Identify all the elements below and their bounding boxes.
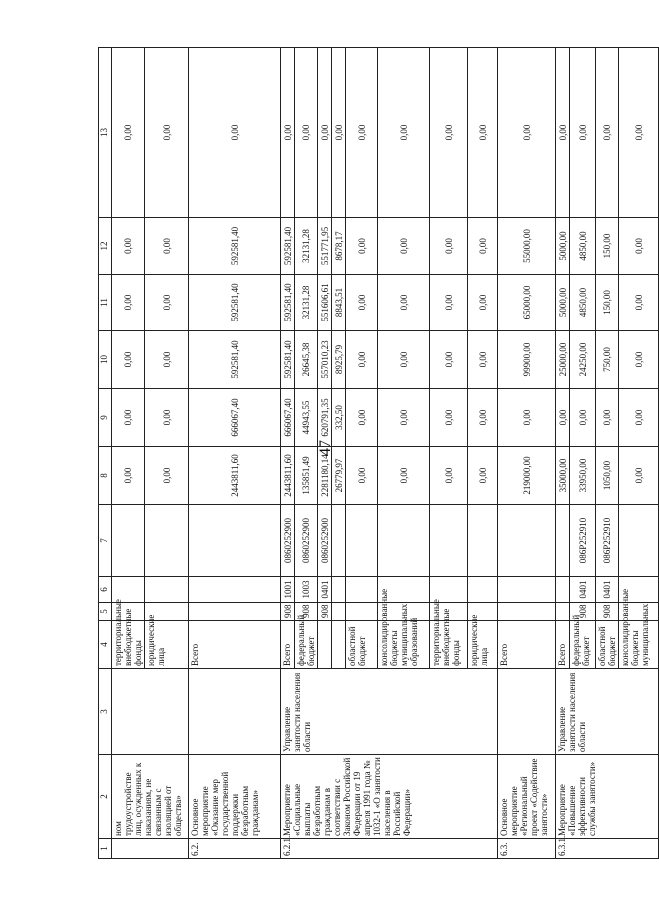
value-col-8: 1050,00 bbox=[596, 447, 619, 505]
value-col-12: 592581,40 bbox=[281, 218, 295, 275]
grbs-code bbox=[332, 603, 346, 621]
csr-code: 0860252900 bbox=[318, 505, 332, 577]
value-col-10: 750,00 bbox=[596, 331, 619, 389]
value-col-12: 0,00 bbox=[346, 218, 378, 275]
table-row bbox=[281, 48, 295, 859]
header-col-7: 7 bbox=[99, 505, 112, 577]
funding-source: областной бюджет bbox=[596, 621, 619, 669]
value-col-13: 0,00 bbox=[570, 48, 596, 218]
rzpr-code bbox=[346, 577, 378, 603]
value-col-13: 0,00 bbox=[189, 48, 281, 218]
value-col-12: 150,00 bbox=[596, 218, 619, 275]
funding-source: Всего bbox=[498, 621, 556, 669]
header-col-4: 4 bbox=[99, 621, 112, 669]
grbs-code: 908 bbox=[318, 603, 332, 621]
value-col-12: 8678,17 bbox=[332, 218, 346, 275]
header-col-11: 11 bbox=[99, 275, 112, 331]
value-col-12: 0,00 bbox=[430, 218, 468, 275]
item-title: ном трудоустройстве лиц, осужденных к наказаниям, не связанным с изоляцией от общества» bbox=[112, 755, 189, 839]
funding-source: Всего bbox=[556, 621, 570, 669]
item-title: Мероприятие «Социальные выплаты безработным гражданам в соответствии с Законом Российской Федерации от 19 апреля 1991 года № 1032-1 «О занятости населения в Российской Федерации» bbox=[281, 755, 498, 839]
grbs-code: 908 bbox=[596, 603, 619, 621]
rzpr-code bbox=[556, 577, 570, 603]
value-col-9: 666067,40 bbox=[189, 389, 281, 447]
csr-code bbox=[346, 505, 378, 577]
table-row bbox=[112, 48, 145, 859]
rzpr-code: 1001 bbox=[281, 577, 295, 603]
header-col-5: 5 bbox=[99, 603, 112, 621]
value-col-11: 4850,00 bbox=[570, 275, 596, 331]
csr-code bbox=[498, 505, 556, 577]
value-col-8: 0,00 bbox=[346, 447, 378, 505]
funding-source: юридические лица bbox=[145, 621, 189, 669]
csr-code bbox=[619, 505, 659, 577]
value-col-10: 0,00 bbox=[346, 331, 378, 389]
rzpr-code bbox=[498, 577, 556, 603]
value-col-13: 0,00 bbox=[498, 48, 556, 218]
csr-code bbox=[556, 505, 570, 577]
rzpr-code bbox=[332, 577, 346, 603]
header-col-13: 13 bbox=[99, 48, 112, 218]
funding-source: территориальные внебюджетные фонды bbox=[112, 621, 145, 669]
value-col-8: 2443811,60 bbox=[189, 447, 281, 505]
funding-source bbox=[332, 621, 346, 669]
rzpr-code bbox=[145, 577, 189, 603]
grbs-code: 908 bbox=[281, 603, 295, 621]
item-title: Основное мероприятие «Региональный проект «Содействие занятости» bbox=[498, 755, 556, 839]
rzpr-code: 0401 bbox=[596, 577, 619, 603]
rzpr-code: 1003 bbox=[295, 577, 318, 603]
funding-source bbox=[318, 621, 332, 669]
funding-source: территориальные внебюджетные фонды bbox=[430, 621, 468, 669]
value-col-11: 0,00 bbox=[346, 275, 378, 331]
header-row bbox=[99, 48, 112, 859]
value-col-10: 0,00 bbox=[145, 331, 189, 389]
value-col-13: 0,00 bbox=[619, 48, 659, 218]
value-col-12: 55000,00 bbox=[498, 218, 556, 275]
csr-code bbox=[332, 505, 346, 577]
item-executor bbox=[498, 669, 556, 755]
value-col-12: 0,00 bbox=[468, 218, 498, 275]
grbs-code: 908 bbox=[570, 603, 596, 621]
funding-source: областной бюджет bbox=[346, 621, 378, 669]
page-number: 47 bbox=[317, 440, 334, 456]
value-col-11: 65000,00 bbox=[498, 275, 556, 331]
item-executor bbox=[189, 669, 281, 755]
value-col-8: 0,00 bbox=[619, 447, 659, 505]
item-number: 6.2. bbox=[189, 839, 281, 859]
value-col-8: 0,00 bbox=[378, 447, 430, 505]
value-col-10: 0,00 bbox=[619, 331, 659, 389]
value-col-9: 44943,55 bbox=[295, 389, 318, 447]
value-col-8: 26779,97 bbox=[332, 447, 346, 505]
value-col-8: 219000,00 bbox=[498, 447, 556, 505]
value-col-13: 0,00 bbox=[430, 48, 468, 218]
value-col-8: 135851,49 bbox=[295, 447, 318, 505]
value-col-12: 0,00 bbox=[619, 218, 659, 275]
value-col-13: 0,00 bbox=[281, 48, 295, 218]
value-col-9: 0,00 bbox=[619, 389, 659, 447]
funding-source: консолидированные бюджеты муниципальных образований bbox=[378, 621, 430, 669]
funding-source: консолидированные бюджеты муниципальных bbox=[619, 621, 659, 669]
table-row bbox=[556, 48, 570, 859]
value-col-9: 0,00 bbox=[556, 389, 570, 447]
value-col-13: 0,00 bbox=[112, 48, 145, 218]
table-row bbox=[189, 48, 281, 859]
value-col-10: 592581,40 bbox=[189, 331, 281, 389]
value-col-12: 551771,95 bbox=[318, 218, 332, 275]
value-col-8: 0,00 bbox=[112, 447, 145, 505]
value-col-8: 35000,00 bbox=[556, 447, 570, 505]
value-col-9: 0,00 bbox=[378, 389, 430, 447]
header-col-6: 6 bbox=[99, 577, 112, 603]
csr-code bbox=[189, 505, 281, 577]
value-col-8: 0,00 bbox=[468, 447, 498, 505]
value-col-10: 557010,23 bbox=[318, 331, 332, 389]
value-col-11: 150,00 bbox=[596, 275, 619, 331]
csr-code bbox=[468, 505, 498, 577]
value-col-9: 0,00 bbox=[468, 389, 498, 447]
csr-code: 0860252900 bbox=[295, 505, 318, 577]
value-col-10: 8925,79 bbox=[332, 331, 346, 389]
value-col-11: 0,00 bbox=[619, 275, 659, 331]
header-col-9: 9 bbox=[99, 389, 112, 447]
value-col-12: 4850,00 bbox=[570, 218, 596, 275]
value-col-12: 5000,00 bbox=[556, 218, 570, 275]
value-col-9: 620791,35 bbox=[318, 389, 332, 447]
item-executor bbox=[112, 669, 189, 755]
value-col-13: 0,00 bbox=[145, 48, 189, 218]
value-col-10: 0,00 bbox=[430, 331, 468, 389]
value-col-9: 0,00 bbox=[570, 389, 596, 447]
header-col-10: 10 bbox=[99, 331, 112, 389]
funding-source: Всего bbox=[281, 621, 295, 669]
value-col-12: 0,00 bbox=[145, 218, 189, 275]
item-number bbox=[112, 839, 189, 859]
rzpr-code bbox=[189, 577, 281, 603]
rzpr-code: 0401 bbox=[570, 577, 596, 603]
value-col-12: 32131,28 bbox=[295, 218, 318, 275]
value-col-9: 332,50 bbox=[332, 389, 346, 447]
csr-code: 086P252910 bbox=[596, 505, 619, 577]
value-col-8: 2281180,14 bbox=[318, 447, 332, 505]
value-col-8: 0,00 bbox=[145, 447, 189, 505]
grbs-code bbox=[498, 603, 556, 621]
rzpr-code: 0401 bbox=[318, 577, 332, 603]
budget-table bbox=[98, 47, 659, 859]
value-col-10: 99900,00 bbox=[498, 331, 556, 389]
header-col-12: 12 bbox=[99, 218, 112, 275]
value-col-11: 8843,51 bbox=[332, 275, 346, 331]
value-col-13: 0,00 bbox=[346, 48, 378, 218]
value-col-11: 5000,00 bbox=[556, 275, 570, 331]
value-col-11: 32131,28 bbox=[295, 275, 318, 331]
value-col-8: 0,00 bbox=[430, 447, 468, 505]
value-col-12: 0,00 bbox=[378, 218, 430, 275]
funding-source: федеральный бюджет bbox=[570, 621, 596, 669]
table-row bbox=[498, 48, 556, 859]
header-col-1: 1 bbox=[99, 839, 112, 859]
value-col-8: 33950,00 bbox=[570, 447, 596, 505]
value-col-10: 0,00 bbox=[378, 331, 430, 389]
header-col-3: 3 bbox=[99, 669, 112, 755]
value-col-11: 0,00 bbox=[430, 275, 468, 331]
value-col-9: 0,00 bbox=[596, 389, 619, 447]
value-col-11: 551606,61 bbox=[318, 275, 332, 331]
rotated-table-sheet bbox=[98, 48, 650, 859]
csr-code: 086P252910 bbox=[570, 505, 596, 577]
value-col-13: 0,00 bbox=[378, 48, 430, 218]
grbs-code bbox=[189, 603, 281, 621]
grbs-code bbox=[346, 603, 378, 621]
value-col-13: 0,00 bbox=[332, 48, 346, 218]
value-col-8: 2443811,60 bbox=[281, 447, 295, 505]
value-col-13: 0,00 bbox=[556, 48, 570, 218]
value-col-13: 0,00 bbox=[596, 48, 619, 218]
value-col-9: 0,00 bbox=[346, 389, 378, 447]
grbs-code: 908 bbox=[295, 603, 318, 621]
value-col-12: 592581,40 bbox=[189, 218, 281, 275]
csr-code bbox=[112, 505, 145, 577]
item-number: 6.3. bbox=[498, 839, 556, 859]
funding-source: юридические лица bbox=[468, 621, 498, 669]
item-title: Мероприятие «Повышение эффективности службы занятости» bbox=[556, 755, 659, 839]
value-col-10: 26645,38 bbox=[295, 331, 318, 389]
value-col-10: 25000,00 bbox=[556, 331, 570, 389]
value-col-10: 24250,00 bbox=[570, 331, 596, 389]
value-col-10: 0,00 bbox=[112, 331, 145, 389]
rzpr-code bbox=[468, 577, 498, 603]
header-col-8: 8 bbox=[99, 447, 112, 505]
csr-code bbox=[430, 505, 468, 577]
value-col-9: 0,00 bbox=[430, 389, 468, 447]
grbs-code bbox=[556, 603, 570, 621]
value-col-9: 0,00 bbox=[112, 389, 145, 447]
csr-code: 0860252900 bbox=[281, 505, 295, 577]
value-col-13: 0,00 bbox=[295, 48, 318, 218]
value-col-10: 0,00 bbox=[468, 331, 498, 389]
item-number: 6.3.1. bbox=[556, 839, 659, 859]
value-col-9: 0,00 bbox=[145, 389, 189, 447]
value-col-12: 0,00 bbox=[112, 218, 145, 275]
header-col-2: 2 bbox=[99, 755, 112, 839]
value-col-11: 0,00 bbox=[378, 275, 430, 331]
value-col-11: 0,00 bbox=[468, 275, 498, 331]
value-col-11: 592581,40 bbox=[189, 275, 281, 331]
value-col-11: 0,00 bbox=[112, 275, 145, 331]
item-executor: Управление занятости населения области bbox=[556, 669, 659, 755]
value-col-13: 0,00 bbox=[318, 48, 332, 218]
item-executor: Управление занятости населения области bbox=[281, 669, 498, 755]
csr-code bbox=[378, 505, 430, 577]
funding-source: федеральный бюджет bbox=[295, 621, 318, 669]
value-col-13: 0,00 bbox=[468, 48, 498, 218]
csr-code bbox=[145, 505, 189, 577]
funding-source: Всего bbox=[189, 621, 281, 669]
value-col-9: 0,00 bbox=[498, 389, 556, 447]
value-col-11: 592581,40 bbox=[281, 275, 295, 331]
item-title: Основное мероприятие «Оказание мер государственной поддержки безработным гражданам» bbox=[189, 755, 281, 839]
value-col-9: 666067,40 bbox=[281, 389, 295, 447]
value-col-10: 592581,40 bbox=[281, 331, 295, 389]
value-col-11: 0,00 bbox=[145, 275, 189, 331]
item-number: 6.2.1. bbox=[281, 839, 498, 859]
